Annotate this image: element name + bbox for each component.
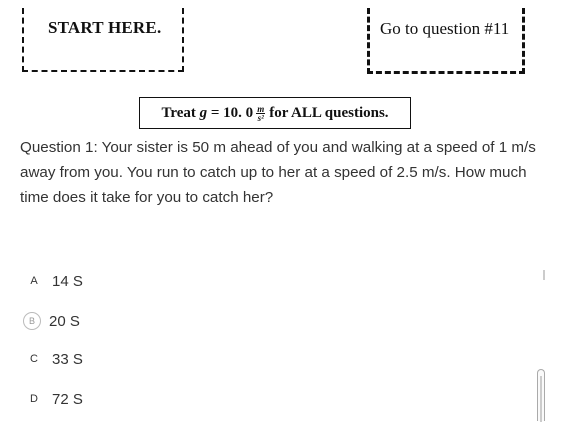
option-selection-marker-icon	[23, 312, 41, 330]
scrollbar-handle[interactable]	[537, 369, 545, 421]
option-text: 20 S	[49, 312, 80, 330]
option-letter: C	[30, 353, 38, 365]
option-text: 14 S	[52, 272, 83, 290]
banner-value: = 10. 0	[210, 104, 254, 121]
option-letter: B	[28, 316, 35, 326]
option-c[interactable]	[26, 347, 83, 371]
unit-denominator: s²	[257, 112, 264, 123]
go-to-question-label: Go to question #11	[380, 19, 510, 38]
option-letter: A	[30, 275, 38, 287]
start-here-box	[22, 8, 184, 72]
gravity-instruction-banner	[139, 97, 411, 129]
option-a[interactable]	[26, 269, 83, 293]
unit-numerator: m	[257, 103, 265, 114]
go-to-question-box[interactable]	[367, 8, 525, 74]
scrollbar-grip	[540, 376, 542, 422]
option-b[interactable]	[26, 309, 80, 333]
question-text: Question 1: Your sister is 50 m ahead of you and walking at a speed of 1 m/s away from you. You run to catch up to her at a speed of 2.5 m/s. How much time does it take for you to catch her?	[20, 139, 536, 206]
scroll-track-mark	[543, 270, 545, 280]
banner-unit-fraction	[256, 105, 265, 122]
banner-variable: g	[199, 104, 208, 121]
option-text: 72 S	[52, 390, 83, 408]
banner-suffix: for ALL questions.	[269, 104, 389, 121]
banner-prefix: Treat	[161, 104, 196, 121]
start-here-label: START HERE.	[48, 18, 162, 37]
option-d[interactable]	[26, 387, 83, 411]
option-text: 33 S	[52, 350, 83, 368]
option-letter: D	[30, 393, 38, 405]
